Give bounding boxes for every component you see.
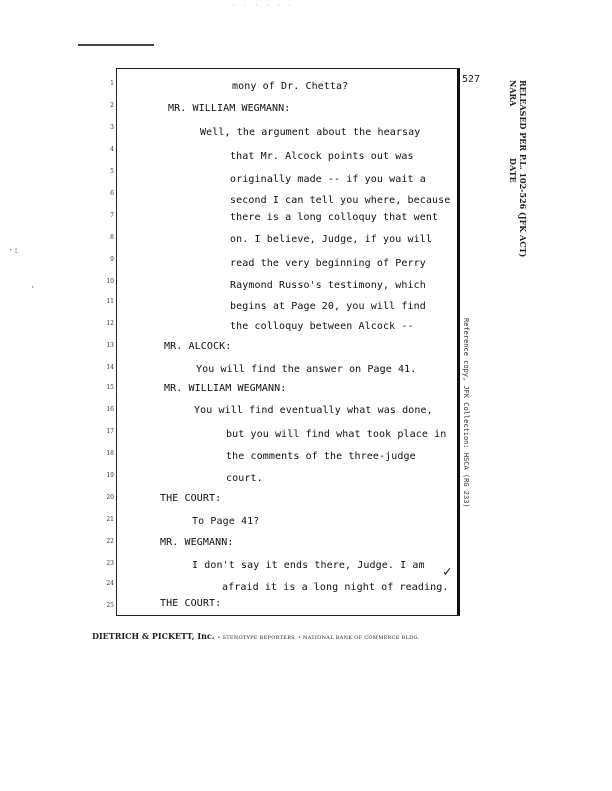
line-number: 25 xyxy=(106,602,114,609)
footer-services: STENOTYPE REPORTERS xyxy=(222,635,296,641)
speaker-line: MR. WEGMANN: xyxy=(160,537,234,548)
transcript-line: there is a long colloquy that went xyxy=(230,212,439,223)
handwritten-check-mark: ✓ xyxy=(443,564,452,580)
line-number: 9 xyxy=(110,256,114,263)
speaker-line: THE COURT: xyxy=(160,598,222,609)
line-number: 5 xyxy=(110,168,114,175)
transcript-line: second I can tell you where, because xyxy=(230,195,451,206)
line-number: 24 xyxy=(106,580,114,587)
transcript-line: read the very beginning of Perry xyxy=(230,258,426,269)
reference-copy-text: Reference copy, JFK Collection: HSCA (RG 233) xyxy=(462,318,470,508)
transcript-line: that Mr. Alcock points out was xyxy=(230,151,414,162)
line-number: 7 xyxy=(110,212,114,219)
release-stamp-date: DATE xyxy=(508,158,518,183)
release-stamp-line1: RELEASED PER P.L. 102-526 (JFK ACT) xyxy=(518,80,528,258)
line-number: 22 xyxy=(106,538,114,545)
footer-separator: • xyxy=(217,635,223,641)
line-number: 4 xyxy=(110,146,114,153)
line-number: 18 xyxy=(106,450,114,457)
line-number: 20 xyxy=(106,494,114,501)
page-number: 527 xyxy=(462,74,481,85)
speaker-line: MR. WILLIAM WEGMANN: xyxy=(164,383,287,394)
footer-separator: • xyxy=(297,635,303,641)
transcript-line: Raymond Russo's testimony, which xyxy=(230,280,426,291)
line-number: 19 xyxy=(106,472,114,479)
transcript-line: court. xyxy=(226,473,263,484)
transcript-line: You will find the answer on Page 41. xyxy=(196,364,417,375)
transcript-line: the comments of the three-judge xyxy=(226,451,416,462)
line-number: 1 xyxy=(110,80,114,87)
line-number: 2 xyxy=(110,102,114,109)
speaker-line: MR. WILLIAM WEGMANN: xyxy=(168,103,291,114)
release-stamp xyxy=(508,80,528,258)
line-number: 6 xyxy=(110,190,114,197)
line-number: 13 xyxy=(106,342,114,349)
line-number: 15 xyxy=(106,384,114,391)
transcript-line: I don't say it ends there, Judge. I am xyxy=(192,560,425,571)
transcript-line: originally made -- if you wait a xyxy=(230,174,426,185)
top-smudge: · · · · · · xyxy=(232,2,294,9)
speaker-line: THE COURT: xyxy=(160,493,222,504)
transcript-line: Well, the argument about the hearsay xyxy=(200,127,421,138)
transcript-line: on. I believe, Judge, if you will xyxy=(230,234,432,245)
transcript-line: You will find eventually what was done, xyxy=(194,405,433,416)
top-rule xyxy=(78,44,154,46)
footer-firm: DIETRICH & PICKETT, Inc. xyxy=(92,631,215,641)
line-number: 16 xyxy=(106,406,114,413)
release-stamp-nara: NARA xyxy=(508,80,518,107)
line-number: 8 xyxy=(110,234,114,241)
transcript-line: begins at Page 20, you will find xyxy=(230,301,426,312)
line-number: 11 xyxy=(106,298,114,305)
margin-mark: ·: xyxy=(8,246,19,256)
transcript-line: To Page 41? xyxy=(192,516,260,527)
line-number: 21 xyxy=(106,516,114,523)
transcript-line: afraid it is a long night of reading. xyxy=(222,582,449,593)
line-number: 14 xyxy=(106,364,114,371)
reporter-footer xyxy=(92,631,420,641)
transcript-line: the colloquy between Alcock -- xyxy=(230,321,414,332)
line-number: 12 xyxy=(106,320,114,327)
reference-copy-note xyxy=(462,318,470,508)
transcript-line: mony of Dr. Chetta? xyxy=(232,81,349,92)
transcript-line: but you will find what took place in xyxy=(226,429,447,440)
speaker-line: MR. ALCOCK: xyxy=(164,341,232,352)
margin-mark: · xyxy=(30,283,36,293)
line-number: 3 xyxy=(110,124,114,131)
line-number: 17 xyxy=(106,428,114,435)
footer-address: NATIONAL BANK OF COMMERCE BLDG. xyxy=(302,635,420,641)
line-number: 23 xyxy=(106,560,114,567)
line-number: 10 xyxy=(106,278,114,285)
